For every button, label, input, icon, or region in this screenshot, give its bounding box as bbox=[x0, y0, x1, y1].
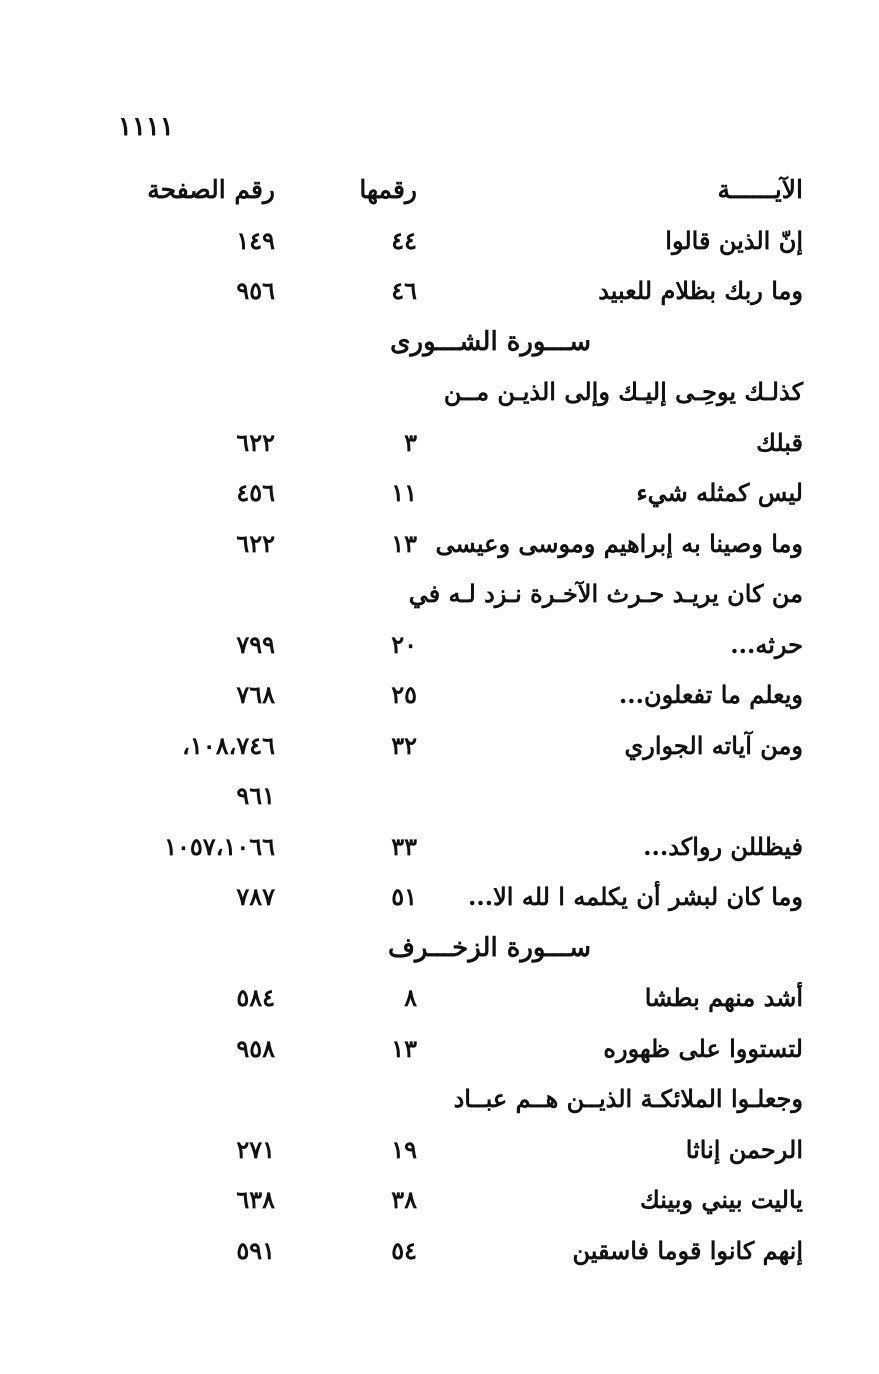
table-row bbox=[0, 1027, 879, 1078]
verse-text: فيظللن رواكد... bbox=[643, 831, 803, 861]
verse-number: ٣٣ bbox=[391, 831, 417, 861]
page-reference: ٧٦٨ bbox=[236, 680, 275, 709]
verse-text: وما وصينا به إبراهيم وموسى وعيسى bbox=[435, 528, 803, 558]
verse-number: ٢٠ bbox=[391, 629, 417, 659]
page-reference: ٩٥٨ bbox=[236, 1033, 275, 1063]
verse-text: لتستووا على ظهوره bbox=[603, 1033, 803, 1063]
page-reference: ١٠٥٧،١٠٦٦ bbox=[164, 831, 275, 861]
table-row bbox=[0, 976, 879, 1027]
page-reference: ٥٩١ bbox=[236, 1235, 275, 1265]
verse-text: ليس كمثله شيء bbox=[636, 478, 803, 507]
table-row bbox=[0, 1077, 879, 1128]
table-row bbox=[0, 623, 879, 674]
table-row bbox=[0, 1128, 879, 1179]
table-row bbox=[0, 522, 879, 573]
verse-text: ويعلم ما تفعلون... bbox=[618, 680, 803, 709]
verse-number: ١٣ bbox=[391, 528, 417, 558]
verse-number: ١٣ bbox=[391, 1033, 417, 1063]
verse-number: ٣٢ bbox=[391, 730, 417, 760]
verse-text: حرثه... bbox=[730, 629, 803, 659]
table-row bbox=[0, 774, 879, 825]
verse-number: ١٩ bbox=[391, 1134, 417, 1164]
verse-number: ٤٤ bbox=[391, 225, 417, 255]
table-row bbox=[0, 825, 879, 876]
table-row bbox=[0, 471, 879, 522]
table-row bbox=[0, 370, 879, 421]
verse-number: ٥١ bbox=[391, 882, 417, 911]
header-number: رقمها bbox=[359, 175, 417, 204]
table-row bbox=[0, 673, 879, 724]
verse-text: أشد منهم بطشا bbox=[644, 983, 803, 1012]
surah-title: ســـورة الشـــورى bbox=[390, 326, 591, 357]
verse-number: ٥٤ bbox=[391, 1235, 417, 1265]
verse-text: كذلـك يوحِـى إليـك وإلى الذيـن مــن bbox=[443, 377, 803, 406]
page-reference: ٥٨٤ bbox=[236, 983, 275, 1012]
page-reference: ٤٥٦ bbox=[236, 478, 275, 507]
verse-text: إنهم كانوا قوما فاسقين bbox=[572, 1235, 803, 1265]
table-row bbox=[0, 724, 879, 775]
header-page: رقم الصفحة bbox=[147, 175, 275, 204]
verse-text: إنّ الذين قالوا bbox=[665, 225, 803, 255]
page-number: ١١١١ bbox=[118, 112, 174, 142]
table-row bbox=[0, 1229, 879, 1280]
verse-number: ٣٨ bbox=[391, 1185, 417, 1214]
verse-text: قبلك bbox=[756, 427, 803, 457]
verse-number: ٢٥ bbox=[391, 680, 417, 709]
verse-text: وجعلـوا الملائكـة الذيــن هــم عبــاد bbox=[453, 1084, 803, 1113]
verse-number: ٣ bbox=[404, 427, 417, 457]
page-reference: ٩٦١ bbox=[236, 781, 275, 810]
table-row bbox=[0, 1178, 879, 1229]
page-reference: ٦٢٢ bbox=[236, 427, 275, 457]
verse-number: ٤٦ bbox=[391, 276, 417, 305]
table-row bbox=[0, 269, 879, 320]
verse-text: وما كان لبشر أن يكلمه ا لله الا... bbox=[468, 882, 803, 911]
table-row bbox=[0, 421, 879, 472]
table-row bbox=[0, 219, 879, 270]
table-row bbox=[0, 572, 879, 623]
table-header bbox=[0, 168, 879, 219]
page-reference: ٦٢٢ bbox=[236, 528, 275, 558]
verse-text: وما ربك بظلام للعبيد bbox=[598, 276, 803, 305]
verse-number: ٨ bbox=[404, 983, 417, 1012]
verse-text: من كان يريـد حـرث الآخـرة نـزد لـه في bbox=[408, 579, 803, 608]
page-reference: ٦٣٨ bbox=[236, 1185, 275, 1214]
page-reference: ٧٨٧ bbox=[236, 882, 275, 911]
verse-text: الرحمن إناثا bbox=[685, 1134, 803, 1164]
verse-index-table bbox=[0, 168, 879, 1279]
surah-heading bbox=[0, 926, 879, 977]
page-reference: ٧٩٩ bbox=[236, 629, 275, 659]
verse-text: ياليت بيني وبينك bbox=[640, 1185, 803, 1214]
header-verse: الآيــــــة bbox=[717, 175, 803, 204]
page-reference: ٩٥٦ bbox=[236, 276, 275, 305]
page-reference: ١٠٨،٧٤٦، bbox=[182, 730, 275, 760]
surah-heading bbox=[0, 320, 879, 371]
table-body bbox=[0, 219, 879, 1280]
surah-title: ســـورة الزخـــرف bbox=[387, 932, 591, 963]
table-row bbox=[0, 875, 879, 926]
verse-text: ومن آياته الجواري bbox=[624, 730, 803, 760]
verse-number: ١١ bbox=[391, 478, 417, 507]
page-reference: ٢٧١ bbox=[236, 1134, 275, 1164]
page-reference: ١٤٩ bbox=[236, 225, 275, 255]
